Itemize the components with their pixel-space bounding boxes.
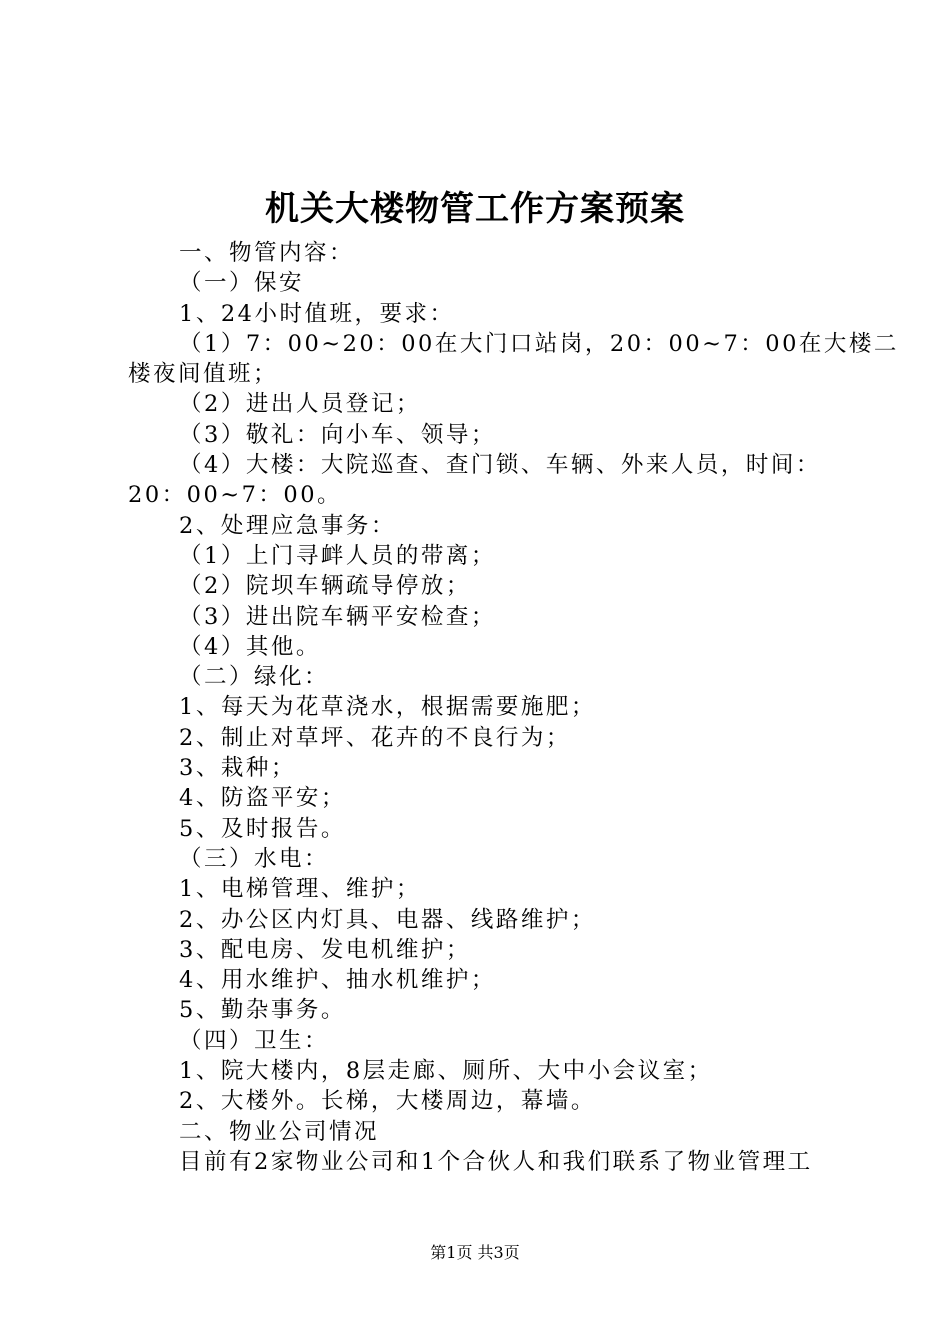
list-item: 1、院大楼内，8层走廊、厕所、大中小会议室；: [179, 1058, 713, 1085]
document-title: 机关大楼物管工作方案预案: [265, 189, 685, 229]
list-item-continuation: 20：00~7：00。: [128, 482, 343, 509]
list-item: 3、配电房、发电机维护；: [179, 936, 471, 963]
document-body: [128, 238, 899, 1177]
list-item: （1）上门寻衅人员的带离；: [179, 542, 496, 569]
list-item: 1、电梯管理、维护；: [179, 876, 421, 903]
list-item: （4）其他。: [179, 633, 321, 660]
paragraph-line: 目前有2家物业公司和1个合伙人和我们联系了物业管理工: [179, 1148, 813, 1175]
list-item: （4）大楼：大院巡查、查门锁、车辆、外来人员，时间：: [179, 452, 821, 479]
section-heading: 二、物业公司情况: [179, 1118, 380, 1145]
list-item: 4、防盗平安；: [179, 785, 346, 812]
page-number: 第1页 共3页: [430, 1243, 520, 1262]
list-item: 2、办公区内灯具、电器、线路维护；: [179, 906, 596, 933]
list-item: 2、大楼外。长梯，大楼周边，幕墙。: [179, 1088, 596, 1115]
list-item: 4、用水维护、抽水机维护；: [179, 967, 496, 994]
list-item: （3）进出院车辆平安检查；: [179, 603, 496, 630]
list-item: （2）进出人员登记；: [179, 391, 421, 418]
subsection-heading: （二）绿化：: [179, 664, 330, 691]
list-item: 5、及时报告。: [179, 815, 346, 842]
subsection-heading: （三）水电：: [179, 845, 330, 872]
list-item: （1）7：00~20：00在大门口站岗，20：00~7：00在大楼二: [179, 330, 899, 357]
list-item: 3、栽种；: [179, 755, 296, 782]
section-heading: 一、物管内容：: [179, 240, 355, 266]
list-item: 1、24小时值班，要求：: [179, 300, 455, 327]
list-item-continuation: 楼夜间值班；: [128, 361, 279, 388]
list-item: 5、勤杂事务。: [179, 997, 346, 1024]
list-item: 2、处理应急事务：: [179, 512, 396, 539]
list-item: 1、每天为花草浇水，根据需要施肥；: [179, 694, 596, 721]
list-item: （3）敬礼：向小车、领导；: [179, 421, 496, 448]
list-item: （2）院坝车辆疏导停放；: [179, 573, 471, 600]
subsection-heading: （一）保安: [179, 270, 305, 297]
subsection-heading: （四）卫生：: [179, 1027, 330, 1054]
list-item: 2、制止对草坪、花卉的不良行为；: [179, 724, 571, 751]
